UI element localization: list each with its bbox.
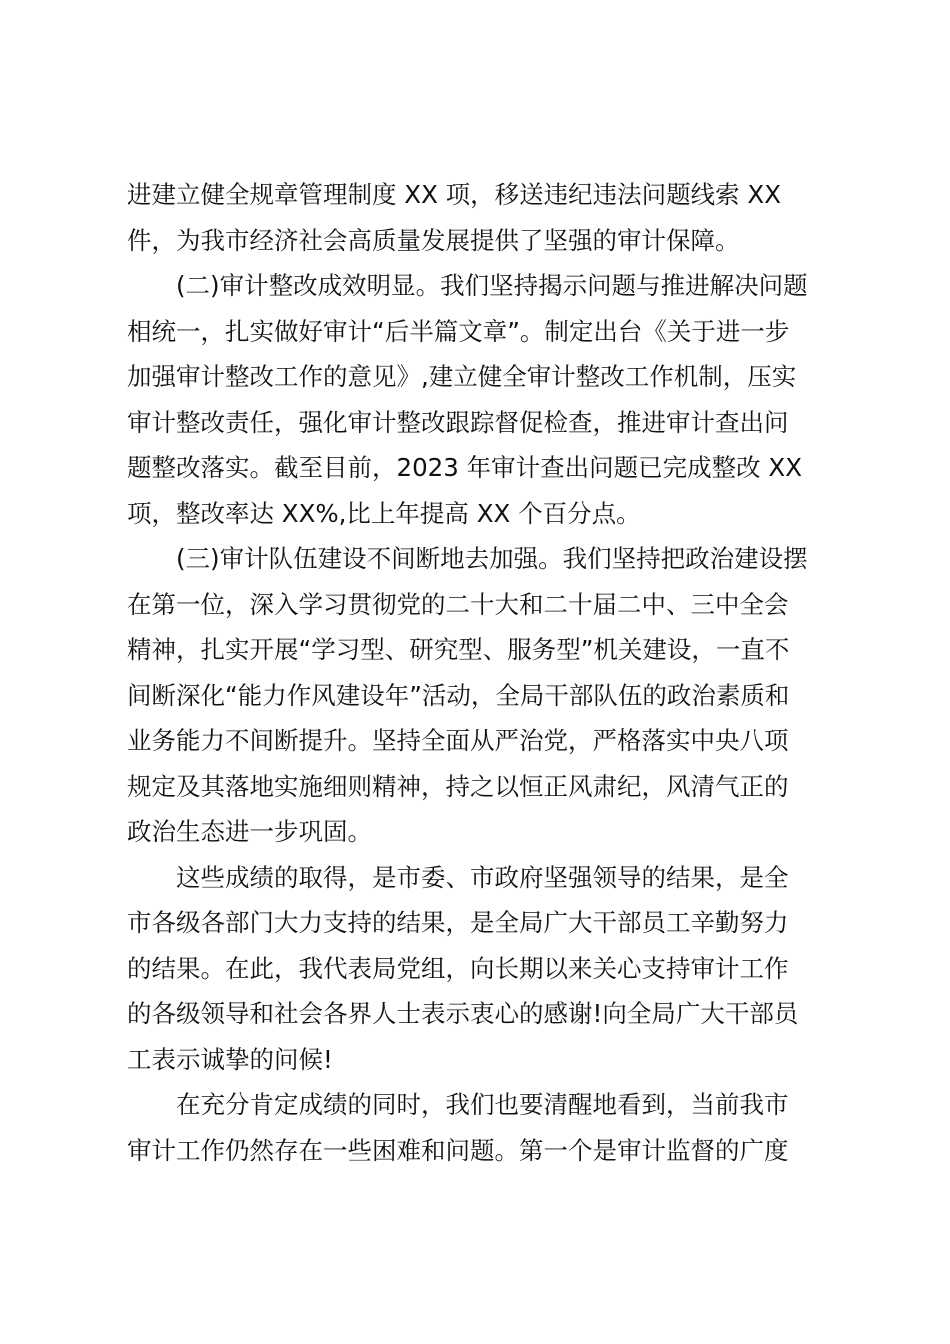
text-line: 政治生态进一步巩固。 xyxy=(127,817,372,846)
text-line: 的结果。在此，我代表局党组，向长期以来关心支持审计工作 xyxy=(127,953,789,983)
text-line: 工表示诚挚的问候! xyxy=(127,1044,333,1074)
text-line: 项，整改率达 XX%,比上年提高 XX 个百分点。 xyxy=(127,498,641,528)
text-line: 进建立健全规章管理制度 XX 项，移送违纪违法问题线索 XX xyxy=(127,180,781,209)
text-line: 业务能力不间断提升。坚持全面从严治党，严格落实中央八项 xyxy=(127,726,789,755)
text-line: 审计工作仍然存在一些困难和问题。第一个是审计监督的广度 xyxy=(127,1135,789,1165)
text-line: 加强审计整改工作的意见》,建立健全审计整改工作机制，压实 xyxy=(127,362,797,391)
text-line: 审计整改责任，强化审计整改跟踪督促检查，推进审计查出问 xyxy=(127,407,789,437)
text-line: 相统一，扎实做好审计“后半篇文章”。制定出台《关于进一步 xyxy=(127,316,790,346)
paragraph-start-line: 这些成绩的取得，是市委、市政府坚强领导的结果，是全 xyxy=(127,862,789,892)
text-line: 市各级各部门大力支持的结果，是全局广大干部员工辛勤努力 xyxy=(127,908,789,937)
body-text xyxy=(127,172,827,1173)
text-line: 规定及其落地实施细则精神，持之以恒正风肃纪，风清气正的 xyxy=(127,771,789,801)
paragraph-start-line: (三)审计队伍建设不间断地去加强。我们坚持把政治建设摆 xyxy=(127,544,808,573)
text-line: 的各级领导和社会各界人士表示衷心的感谢!向全局广大干部员 xyxy=(127,999,799,1028)
text-line: 题整改落实。截至目前，2023 年审计查出问题已完成整改 XX xyxy=(127,453,802,482)
text-line: 精神，扎实开展“学习型、研究型、服务型”机关建设，一直不 xyxy=(127,635,790,664)
text-line: 间断深化“能力作风建设年”活动，全局干部队伍的政治素质和 xyxy=(127,680,790,710)
paragraph-start-line: 在充分肯定成绩的同时，我们也要清醒地看到，当前我市 xyxy=(127,1090,789,1119)
text-line: 在第一位，深入学习贯彻党的二十大和二十届二中、三中全会 xyxy=(127,589,789,619)
text-line: 件，为我市经济社会高质量发展提供了坚强的审计保障。 xyxy=(127,225,740,255)
paragraph-start-line: (二)审计整改成效明显。我们坚持揭示问题与推进解决问题 xyxy=(127,271,808,300)
